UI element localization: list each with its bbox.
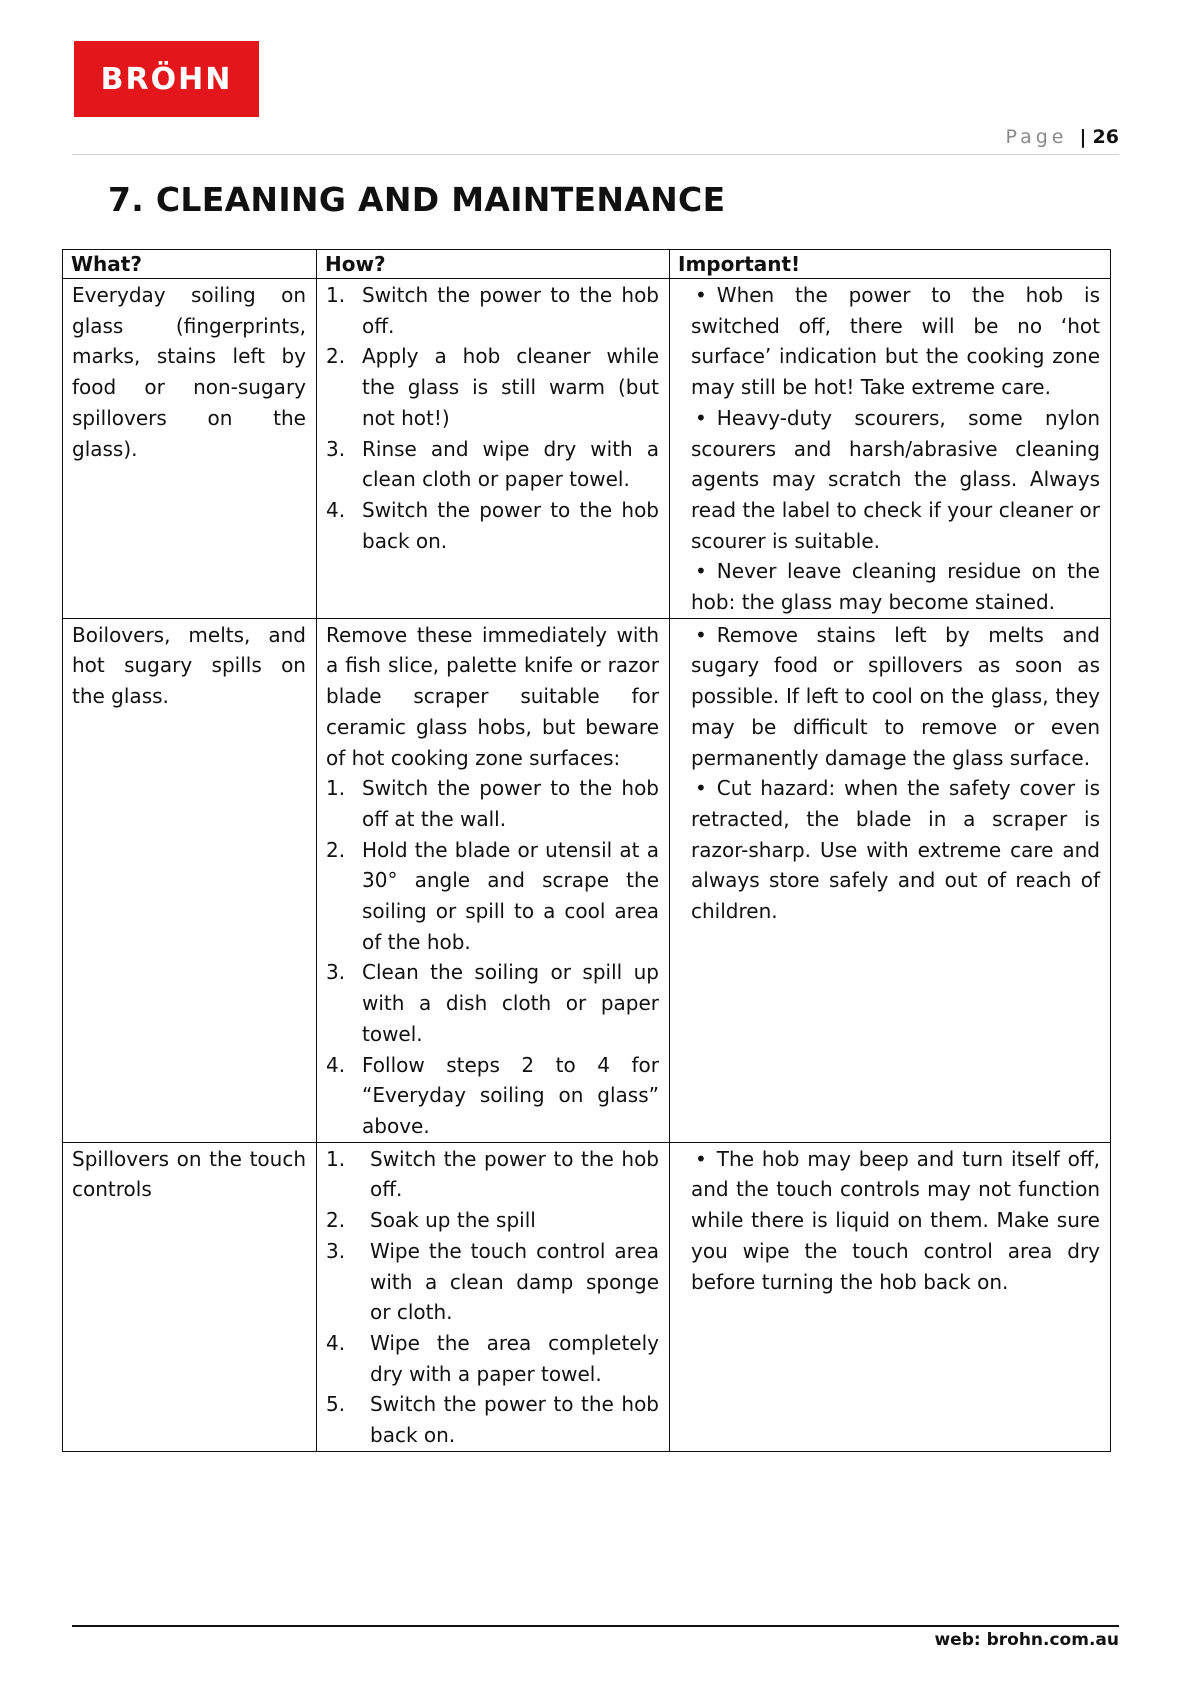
table-row — [63, 279, 1111, 619]
important-cell — [670, 279, 1111, 619]
important-note — [691, 620, 1100, 774]
important-text: Never leave cleaning residue on the hob: the glass may become stained. — [691, 559, 1100, 615]
step-text: Switch the power to the hob off. — [370, 1146, 659, 1202]
how-cell — [317, 618, 670, 1142]
bullet-icon: • — [695, 283, 707, 307]
important-cell — [670, 1142, 1111, 1451]
important-note — [691, 403, 1100, 557]
step-text: Rinse and wipe dry with a clean cloth or paper towel. — [362, 436, 659, 492]
important-text: Heavy-duty scourers, some nylon scourers and harsh/abrasive cleaning agents may scratch the glass. Always read the label to check if your cleaner or scourer is suitable. — [691, 405, 1100, 553]
page-label: Page — [1005, 126, 1068, 148]
step-item — [326, 1389, 659, 1450]
step-text: Switch the power to the hob back on. — [370, 1392, 659, 1448]
step-text: Soak up the spill — [370, 1208, 536, 1233]
step-item — [326, 1144, 659, 1205]
step-number: 1. — [326, 283, 346, 307]
bullet-icon: • — [695, 622, 707, 647]
step-text: Apply a hob cleaner while the glass is still warm (but not hot!) — [362, 344, 659, 430]
step-text: Clean the soiling or spill up with a dish cloth or paper towel. — [362, 960, 659, 1046]
brand-logo-text: BRÖHN — [100, 61, 233, 97]
step-text: Hold the blade or utensil at a 30° angle and scrape the soiling or spill to a cool area of the hob. — [362, 837, 659, 954]
footer-web-link[interactable]: web: brohn.com.au — [934, 1630, 1119, 1650]
important-note — [691, 280, 1100, 403]
what-cell: Everyday soiling on glass (fingerprints, marks, stains left by food or non-sugary spillovers on the glass). — [63, 279, 317, 619]
step-item — [326, 341, 659, 433]
section-heading: 7. CLEANING AND MAINTENANCE — [108, 180, 726, 219]
step-number: 4. — [326, 1052, 346, 1077]
column-header-how: How? — [317, 250, 670, 279]
bullet-icon: • — [695, 1146, 707, 1171]
important-text: The hob may beep and turn itself off, and the touch controls may not function while there is liquid on them. Make sure you wipe the touch control area dry before turning the hob back on. — [691, 1146, 1100, 1294]
page-number — [1006, 126, 1120, 148]
step-text: Switch the power to the hob back on. — [362, 497, 659, 553]
step-item — [326, 957, 659, 1049]
step-item — [326, 1205, 659, 1236]
important-note — [691, 1144, 1100, 1298]
footer-divider — [72, 1625, 1119, 1627]
important-note — [691, 556, 1100, 617]
step-text: Switch the power to the hob off at the wall. — [362, 776, 659, 831]
how-cell — [317, 1142, 670, 1451]
column-header-important: Important! — [670, 250, 1111, 279]
how-steps — [326, 773, 659, 1141]
step-text: Follow steps 2 to 4 for “Everyday soiling on glass” above. — [362, 1052, 659, 1138]
step-text: Wipe the area completely dry with a paper towel. — [370, 1330, 659, 1386]
important-text: Cut hazard: when the safety cover is retracted, the blade in a scraper is razor-sharp. Use with extreme care and always store safely and out of reach of children. — [691, 776, 1100, 924]
column-header-what: What? — [63, 250, 317, 279]
table-row — [63, 618, 1111, 1142]
step-number: 5. — [326, 1392, 346, 1417]
table-row — [63, 1142, 1111, 1451]
step-number: 2. — [326, 1208, 346, 1233]
important-text: Remove stains left by melts and sugary food or spillovers as soon as possible. If left to cool on the glass, they may be difficult to remove or even permanently damage the glass surface. — [691, 622, 1100, 770]
step-text: Switch the power to the hob off. — [362, 283, 659, 338]
step-number: 2. — [326, 344, 346, 369]
cleaning-table — [62, 249, 1111, 1452]
step-item — [326, 1050, 659, 1142]
step-item — [326, 434, 659, 495]
step-number: 3. — [326, 1238, 346, 1263]
what-cell: Boilovers, melts, and hot sugary spills on the glass. — [63, 618, 317, 1142]
bullet-icon: • — [695, 405, 707, 430]
step-item — [326, 835, 659, 958]
bullet-icon: • — [695, 559, 707, 584]
header-divider — [72, 154, 1119, 155]
step-item — [326, 1328, 659, 1389]
page-number-value: 26 — [1092, 126, 1119, 148]
step-item — [326, 1236, 659, 1328]
step-number: 3. — [326, 960, 346, 985]
step-number: 3. — [326, 436, 346, 461]
page-separator: | — [1079, 126, 1087, 148]
step-number: 1. — [326, 1146, 346, 1171]
step-item — [326, 773, 659, 834]
step-text: Wipe the touch control area with a clean damp sponge or cloth. — [370, 1238, 659, 1325]
step-number: 2. — [326, 837, 346, 862]
bullet-icon: • — [695, 776, 707, 801]
how-steps — [326, 1144, 659, 1451]
important-cell — [670, 618, 1111, 1142]
step-item — [326, 495, 659, 556]
what-cell: Spillovers on the touch controls — [63, 1142, 317, 1451]
how-intro: Remove these immediately with a fish slice, palette knife or razor blade scraper suitable for ceramic glass hobs, but beware of hot cooking zone surfaces: — [326, 622, 659, 770]
step-item — [326, 280, 659, 341]
important-text: When the power to the hob is switched off, there will be no ‘hot surface’ indication but the cooking zone may still be hot! Take extreme care. — [691, 283, 1100, 400]
how-cell — [317, 279, 670, 619]
step-number: 4. — [326, 497, 346, 522]
step-number: 1. — [326, 776, 346, 801]
important-note — [691, 773, 1100, 927]
table-header-row — [63, 250, 1111, 279]
step-number: 4. — [326, 1330, 346, 1355]
how-steps — [326, 280, 659, 556]
brand-logo — [74, 41, 259, 117]
